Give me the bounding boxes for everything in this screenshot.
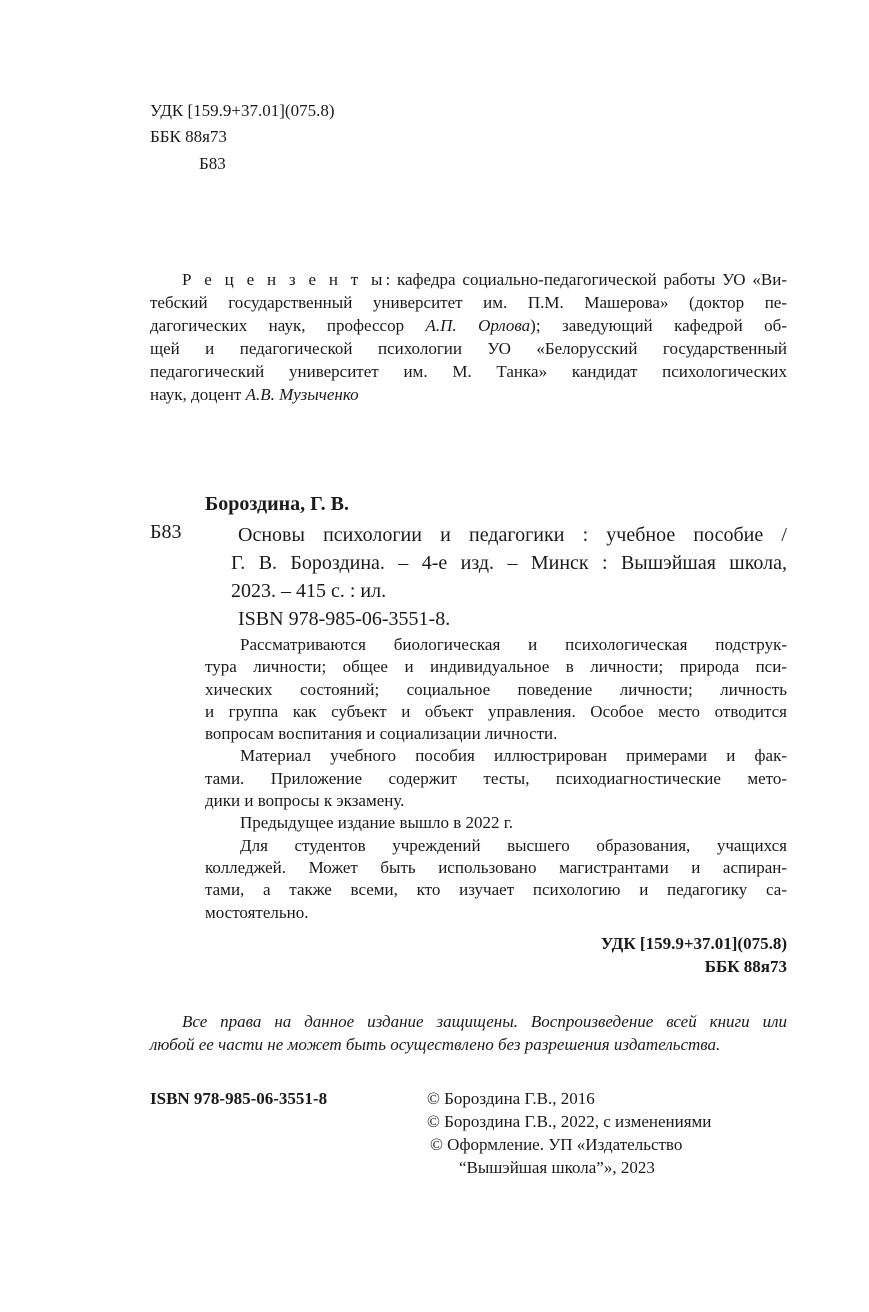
annotation-line: дики и вопросы к экзамену.	[205, 791, 405, 811]
annotation	[205, 634, 787, 924]
bibliographic-entry	[231, 521, 787, 633]
annotation-line: вопросам воспитания и социализации личности.	[205, 724, 558, 744]
annotation-line: Предыдущее издание вышло в 2022 г.	[240, 813, 514, 833]
annotation-line: мостоятельно.	[205, 902, 309, 922]
reviewer-name: А.В. Музыченко	[245, 385, 359, 404]
reviewers-line: дагогических наук, профессор А.П. Орлова); заведующий кафедрой об-	[150, 316, 787, 335]
annotation-line: Для студентов учреждений высшего образования, учащихся	[240, 835, 787, 855]
entry-line: Г. В. Бороздина. – 4-е изд. – Минск : Вышэйшая школа,	[231, 552, 787, 574]
reviewers-label: Р е ц е н з е н т ы	[182, 270, 386, 289]
annotation-line: Рассматриваются биологическая и психологическая подструк-	[240, 635, 787, 654]
isbn-footer: ISBN 978-985-06-3551-8	[150, 1089, 328, 1108]
reviewer-name: А.П. Орлова	[425, 316, 531, 335]
copyright-line: © Оформление. УП «Издательство	[430, 1135, 683, 1154]
reviewers-line: педагогический университет им. М. Танка» кандидат психологических	[150, 362, 787, 381]
copyright-line: © Бороздина Г.В., 2022, с изменениями	[427, 1112, 712, 1131]
reviewers-line: наук, доцент А.В. Музыченко	[150, 385, 359, 404]
classification-codes	[601, 932, 787, 978]
reviewers-line: Р е ц е н з е н т ы: кафедра социально-педагогической работы УО «Ви-	[182, 270, 787, 289]
entry-author-mark: Б83	[150, 521, 182, 543]
rights-line: любой ее части не может быть осуществлено без разрешения издательства.	[150, 1035, 721, 1054]
udk-code: УДК [159.9+37.01](075.8)	[150, 101, 335, 120]
entry-line: 2023. – 415 с. : ил.	[231, 580, 387, 602]
annotation-line: тура личности; общее и индивидуальное в личности; природа пси-	[205, 657, 787, 677]
udk-code-bold: УДК [159.9+37.01](075.8)	[600, 934, 787, 953]
annotation-line: хических состояний; социальное поведение личности; личность	[205, 679, 787, 699]
entry-isbn: ISBN 978-985-06-3551-8.	[238, 608, 451, 630]
annotation-line: тами. Приложение содержит тесты, психодиагностические мето-	[205, 768, 787, 788]
annotation-line: колледжей. Может быть использовано магистрантами и аспиран-	[205, 857, 787, 877]
book-author: Бороздина, Г. В.	[205, 493, 349, 515]
reviewers-block	[150, 268, 787, 406]
copyright-block	[427, 1087, 711, 1179]
annotation-line: тами, а также всеми, кто изучает психологию и педагогику са-	[205, 880, 787, 900]
entry-line: Основы психологии и педагогики : учебное пособие /	[238, 524, 787, 546]
copyright-line: “Вышэйшая школа”», 2023	[459, 1158, 655, 1177]
rights-notice	[150, 1010, 787, 1056]
rights-line: Все права на данное издание защищены. Воспроизведение всей книги или	[182, 1012, 787, 1031]
annotation-line: и группа как субъект и объект управления. Особое место отводится	[205, 701, 787, 721]
reviewers-line: щей и педагогической психологии УО «Белорусский государственный	[150, 339, 787, 358]
annotation-line: Материал учебного пособия иллюстрирован примерами и фак-	[240, 746, 787, 766]
bbk-code: ББК 88я73	[150, 127, 227, 146]
bbk-code-bold: ББК 88я73	[704, 957, 787, 976]
copyright-line: © Бороздина Г.В., 2016	[427, 1089, 595, 1108]
author-mark: Б83	[199, 154, 226, 173]
reviewers-line: тебский государственный университет им. П.М. Машерова» (доктор пе-	[150, 293, 787, 312]
